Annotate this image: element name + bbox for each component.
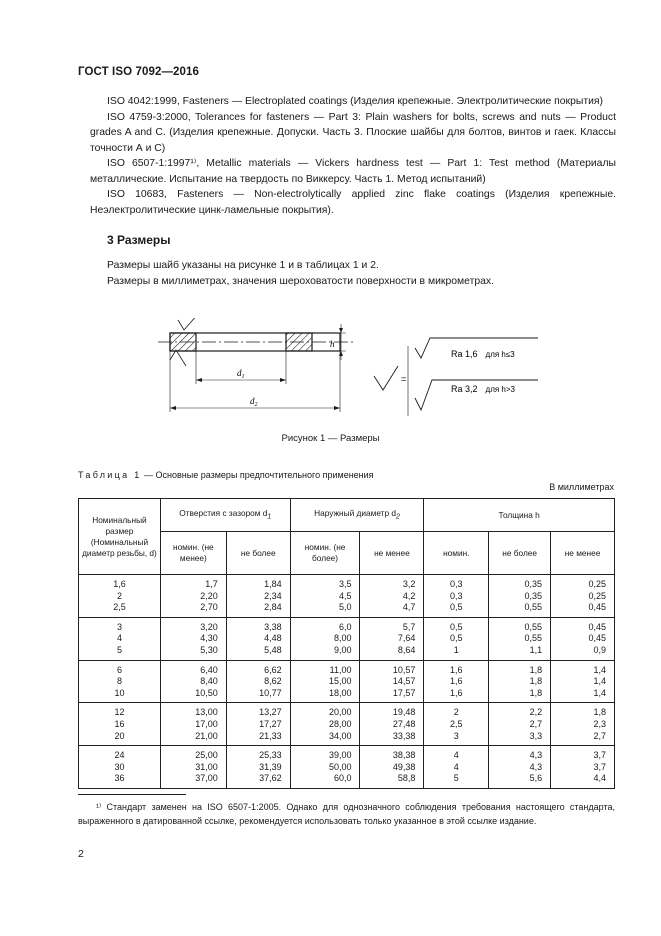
cell-value: 28,00 <box>328 718 352 729</box>
table-row-group <box>79 660 615 703</box>
cell-value: 6,40 <box>200 664 218 675</box>
d2-label: $d_2$ <box>250 396 258 408</box>
cell-value: 5,48 <box>264 644 282 655</box>
table-cell <box>79 575 161 618</box>
cell-value: 0,3 <box>450 590 463 601</box>
table-row-group <box>79 703 615 746</box>
table-cell <box>226 575 290 618</box>
cell-value: 2,7 <box>529 718 543 729</box>
cell-value: 37,00 <box>195 773 218 784</box>
table-cell <box>79 617 161 660</box>
paragraph: Размеры шайб указаны на рисунке 1 и в таблицах 1 и 2. <box>107 260 379 271</box>
cell-value: 17,27 <box>259 718 282 729</box>
cell-value: 2,70 <box>200 602 218 613</box>
table-cell <box>290 660 360 703</box>
cell-value: 1 <box>453 644 459 655</box>
cell-value: 1,8 <box>529 664 543 675</box>
cell-value: 3,2 <box>402 579 416 589</box>
cell-value: 30 <box>114 761 125 772</box>
cell-value: 16 <box>114 718 125 729</box>
cell-value: 0,55 <box>524 621 543 632</box>
cell-value: 4,7 <box>402 602 416 613</box>
cell-value: 1,84 <box>264 579 282 589</box>
cell-value: 1,6 <box>450 687 463 698</box>
cell-value: 13,27 <box>259 707 282 718</box>
cell-value: 6 <box>116 664 122 675</box>
header-hole-max: не более <box>226 532 290 575</box>
header-hole-min: номин. (не менее) <box>160 532 226 575</box>
cell-value: 1,6 <box>450 664 463 675</box>
cell-value: 3,7 <box>593 750 606 761</box>
table-caption-text: — Основные размеры предпочтительного применения <box>141 470 374 480</box>
cell-value: 50,00 <box>328 761 352 772</box>
table-cell <box>79 746 161 789</box>
cell-value: 4 <box>453 750 459 761</box>
cell-value: 2,84 <box>264 602 282 613</box>
table-cell <box>290 703 360 746</box>
table-body <box>79 575 615 789</box>
cell-value: 3 <box>116 621 122 632</box>
table-cell <box>79 703 161 746</box>
cell-value: 2 <box>116 590 122 601</box>
table-row-group <box>79 617 615 660</box>
cell-value: 20 <box>114 730 125 741</box>
table-cell <box>551 617 615 660</box>
cell-value: 60,0 <box>333 773 352 784</box>
roughness-mark <box>170 350 186 366</box>
section-title: 3 Размеры <box>107 233 171 247</box>
cell-value: 3,3 <box>529 730 543 741</box>
cell-value: 1,8 <box>529 676 543 687</box>
cell-value: 10,50 <box>195 687 218 698</box>
figure-caption: Рисунок 1 — Размеры <box>281 433 380 444</box>
cell-value: 0,5 <box>450 633 463 644</box>
table-cell <box>160 703 226 746</box>
table-cell <box>551 575 615 618</box>
cell-value: 3,20 <box>200 621 218 632</box>
footnote-separator <box>78 794 186 795</box>
header-thickness: Толщина h <box>424 499 615 532</box>
table-row-group <box>79 575 615 618</box>
table-cell <box>226 746 290 789</box>
table-cell <box>489 746 551 789</box>
table-cell <box>424 617 489 660</box>
cell-value: 0,3 <box>450 579 463 589</box>
cell-value: 5,0 <box>338 602 352 613</box>
header-outer-nom: номин. (не более) <box>290 532 360 575</box>
height-label: h <box>330 339 335 349</box>
cell-value: 4,3 <box>529 750 543 761</box>
table-cell <box>290 746 360 789</box>
table-cell <box>424 703 489 746</box>
cell-value: 31,39 <box>259 761 282 772</box>
reference-item: ISO 6507-1:1997¹⁾, Metallic materials — Vickers hardness test — Part 1: Test method (Материалы металлические. Испытание на твердость по Виккерсу. Часть 1. Метод испытаний) <box>90 158 616 185</box>
cell-value: 6,0 <box>338 621 352 632</box>
header-th-nom: номин. <box>424 532 489 575</box>
cell-value: 0,5 <box>450 621 463 632</box>
table-cell <box>489 703 551 746</box>
cell-value: 25,00 <box>195 750 218 761</box>
cell-value: 2,5 <box>113 602 126 613</box>
washer-drawing <box>140 318 560 428</box>
cell-value: 0,45 <box>588 602 606 613</box>
header-th-max: не более <box>489 532 551 575</box>
table-cell <box>226 703 290 746</box>
cell-value: 2 <box>453 707 459 718</box>
cell-value: 12 <box>114 707 125 718</box>
cell-value: 17,00 <box>195 718 218 729</box>
cell-value: 4,4 <box>593 773 606 784</box>
cell-value: 15,00 <box>328 676 352 687</box>
cell-value: 4 <box>453 761 459 772</box>
table-cell <box>290 617 360 660</box>
cell-value: 37,62 <box>259 773 282 784</box>
roughness-symbol <box>374 366 398 390</box>
cell-value: 10,77 <box>259 687 282 698</box>
cell-value: 11,00 <box>329 664 352 675</box>
cell-value: 1,6 <box>450 676 463 687</box>
page-number: 2 <box>78 848 84 860</box>
cell-value: 1,8 <box>529 687 543 698</box>
table-cell <box>160 746 226 789</box>
cell-value: 5,7 <box>402 621 416 632</box>
table-cell <box>489 660 551 703</box>
table-cell <box>551 746 615 789</box>
cell-value: 10,57 <box>392 664 416 675</box>
table-unit: В миллиметрах <box>549 482 614 492</box>
table-cell <box>489 575 551 618</box>
cell-value: 8,00 <box>333 633 352 644</box>
cell-value: 14,57 <box>392 676 416 687</box>
cell-value: 0,25 <box>588 590 606 601</box>
cell-value: 5,6 <box>529 773 543 784</box>
cell-value: 1,4 <box>593 664 606 675</box>
cell-value: 8,40 <box>200 676 218 687</box>
header-nominal: Номинальный размер (Номинальный диаметр резьбы, d) <box>79 499 161 575</box>
dimensions-table <box>78 498 615 789</box>
cell-value: 25,33 <box>259 750 282 761</box>
cell-value: 3,7 <box>593 761 606 772</box>
table-cell <box>489 617 551 660</box>
cell-value: 6,62 <box>264 664 282 675</box>
table-cell <box>551 703 615 746</box>
roughness-equals: = <box>401 374 407 384</box>
header-th-min: не менее <box>551 532 615 575</box>
cell-value: 39,00 <box>328 750 352 761</box>
cell-value: 19,48 <box>392 707 416 718</box>
table-cell <box>360 575 424 618</box>
cell-value: 0,35 <box>524 590 543 601</box>
paragraph: Размеры в миллиметрах, значения шероховатости поверхности в микрометрах. <box>107 276 494 287</box>
header-hole: Отверстия с зазором $d_1$ <box>160 499 290 532</box>
normative-references <box>90 94 616 218</box>
cell-value: 27,48 <box>392 718 416 729</box>
cell-value: 31,00 <box>195 761 218 772</box>
cell-value: 0,45 <box>588 621 606 632</box>
table-cell <box>360 617 424 660</box>
roughness-mark <box>178 318 198 330</box>
roughness-value-1: Ra 1,6 для h≤3 <box>451 349 515 359</box>
table-cell <box>226 660 290 703</box>
table-cell <box>424 575 489 618</box>
cell-value: 0,35 <box>524 579 543 589</box>
table-cell <box>424 660 489 703</box>
cell-value: 1,8 <box>593 707 606 718</box>
reference-item: ISO 4759-3:2000, Tolerances for fasteners — Part 3: Plain washers for bolts, screws and nuts — Product grades A and C. (Изделия крепежные. Допуски. Часть 3. Плоские шайбы для болтов, винтов и гаек. Классы точности А и С) <box>90 111 616 154</box>
cell-value: 21,00 <box>195 730 218 741</box>
cell-value: 2,20 <box>200 590 218 601</box>
table-cell <box>290 575 360 618</box>
table-cell <box>160 575 226 618</box>
cell-value: 4,2 <box>402 590 416 601</box>
table-cell <box>160 617 226 660</box>
table-cell <box>360 660 424 703</box>
reference-item: ISO 10683, Fasteners — Non-electrolytically applied zinc flake coatings (Изделия крепежные. Неэлектролитические цинк-ламельные покрытия). <box>90 189 616 216</box>
footnote: ¹⁾ Стандарт заменен на ISO 6507-1:2005. Однако для однозначного соблюдения требования настоящего стандарта, выраженного в датированной ссылке, рекомендуется использовать только указанное в этой ссылке издание. <box>78 802 615 826</box>
header-outer: Наружный диаметр $d_2$ <box>290 499 424 532</box>
cell-value: 4,30 <box>200 633 218 644</box>
cell-value: 3 <box>453 730 459 741</box>
cell-value: 49,38 <box>392 761 416 772</box>
cell-value: 1,4 <box>593 676 606 687</box>
cell-value: 20,00 <box>328 707 352 718</box>
cell-value: 0,5 <box>450 602 463 613</box>
cell-value: 10 <box>114 687 125 698</box>
cell-value: 38,38 <box>392 750 416 761</box>
table-caption <box>78 470 374 480</box>
cell-value: 0,55 <box>524 602 543 613</box>
d1-label: $d_1$ <box>237 368 245 380</box>
cell-value: 0,55 <box>524 633 543 644</box>
cell-value: 4,3 <box>529 761 543 772</box>
cell-value: 58,8 <box>397 773 416 784</box>
cell-value: 1,7 <box>205 579 218 589</box>
cell-value: 8,64 <box>397 644 416 655</box>
cell-value: 24 <box>114 750 125 761</box>
cell-value: 4,48 <box>264 633 282 644</box>
header-outer-min: не менее <box>360 532 424 575</box>
table-cell <box>160 660 226 703</box>
table-cell <box>360 703 424 746</box>
table-cell <box>226 617 290 660</box>
table-cell <box>360 746 424 789</box>
cell-value: 2,2 <box>529 707 543 718</box>
washer-figure <box>140 318 560 433</box>
cell-value: 21,33 <box>259 730 282 741</box>
cell-value: 3,5 <box>338 579 352 589</box>
reference-item: ISO 4042:1999, Fasteners — Electroplated coatings (Изделия крепежные. Электролитические покрытия) <box>107 96 604 107</box>
cell-value: 5 <box>453 773 459 784</box>
cell-value: 2,7 <box>593 730 606 741</box>
roughness-value-2: Ra 3,2 для h>3 <box>451 384 515 394</box>
table-row-group <box>79 746 615 789</box>
cell-value: 2,3 <box>593 718 606 729</box>
cell-value: 9,00 <box>333 644 352 655</box>
table-cell <box>424 746 489 789</box>
cell-value: 5 <box>116 644 122 655</box>
table-cell <box>79 660 161 703</box>
cell-value: 1,1 <box>529 644 543 655</box>
table-caption-label: Таблица 1 <box>78 470 142 480</box>
cell-value: 2,34 <box>264 590 282 601</box>
cell-value: 7,64 <box>397 633 416 644</box>
cell-value: 1,4 <box>593 687 606 698</box>
table-cell <box>551 660 615 703</box>
cell-value: 18,00 <box>328 687 352 698</box>
cell-value: 1,6 <box>113 579 126 589</box>
cell-value: 13,00 <box>195 707 218 718</box>
cell-value: 2,5 <box>450 718 463 729</box>
cell-value: 5,30 <box>200 644 218 655</box>
cell-value: 0,25 <box>588 579 606 589</box>
cell-value: 0,9 <box>593 644 606 655</box>
cell-value: 0,45 <box>588 633 606 644</box>
cell-value: 34,00 <box>328 730 352 741</box>
cell-value: 3,38 <box>264 621 282 632</box>
cell-value: 4 <box>116 633 122 644</box>
cell-value: 17,57 <box>392 687 416 698</box>
cell-value: 36 <box>114 773 125 784</box>
document-header: ГОСТ ISO 7092—2016 <box>78 66 200 78</box>
cell-value: 8 <box>116 676 122 687</box>
cell-value: 4,5 <box>338 590 352 601</box>
cell-value: 33,38 <box>392 730 416 741</box>
cell-value: 8,62 <box>264 676 282 687</box>
